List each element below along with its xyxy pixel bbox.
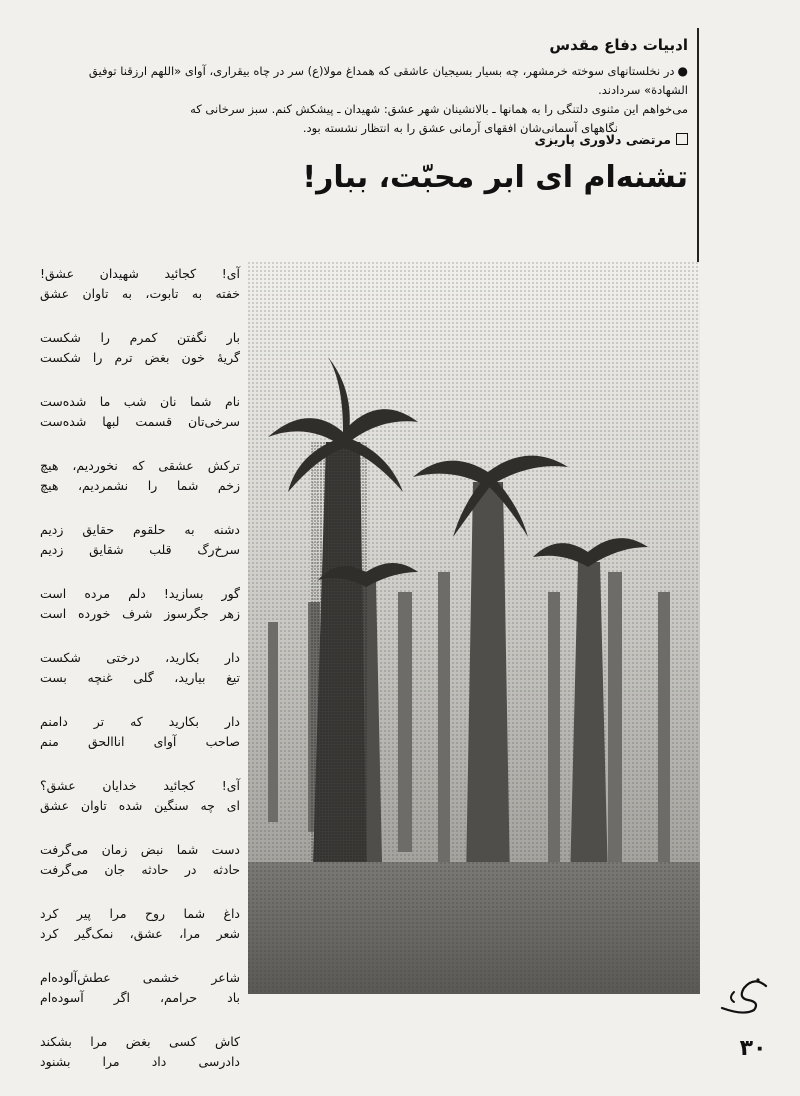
verse: دادرسی داد مرا بشنود — [40, 1054, 240, 1069]
bullet-icon: ● — [677, 64, 688, 78]
author-name: مرتضی دلاوری پاریزی — [534, 132, 671, 147]
verse: شاعر خشمی عطش‌آلوده‌ام — [40, 970, 240, 985]
stanza — [40, 1032, 240, 1072]
stanza — [40, 328, 240, 368]
verse: بار نگفتن کمرم را شکست — [40, 330, 240, 345]
verse: سرخ‌رگ قلب شقایق زدیم — [40, 542, 240, 557]
poem-title: تشنه‌ام ای ابر محبّت، ببار! — [302, 160, 688, 195]
verse: حادثه در حادثه جان می‌گرفت — [40, 862, 240, 877]
author-line — [388, 132, 688, 147]
verse: ترکش عشقی که نخوردیم، هیچ — [40, 458, 240, 473]
stanza — [40, 648, 240, 688]
section-label: ادبیات دفاع مقدس — [549, 36, 688, 54]
verse: آی! کجائید شهیدان عشق! — [40, 266, 240, 281]
verse: گور بسازید! دلم مرده است — [40, 586, 240, 601]
intro-paragraph — [48, 62, 688, 138]
stanza — [40, 392, 240, 432]
verse: دار بکارید، درختی شکست — [40, 650, 240, 665]
brand-logo — [714, 968, 774, 1018]
poem — [40, 264, 240, 1096]
verse: آی! کجائید خدایان عشق؟ — [40, 778, 240, 793]
stanza — [40, 520, 240, 560]
verse: دشنه به حلقوم حقایق زدیم — [40, 522, 240, 537]
palm-grove-photo — [248, 262, 700, 994]
verse: کاش کسی بغض مرا بشکند — [40, 1034, 240, 1049]
verse: دار بکارید که تر دامنم — [40, 714, 240, 729]
square-icon — [676, 133, 688, 145]
stanza — [40, 712, 240, 752]
verse: شعر مرا، عشق، نمک‌گیر کرد — [40, 926, 240, 941]
brand-calligraphy-icon — [714, 968, 774, 1018]
verse: سرخی‌تان قسمت لبها شده‌ست — [40, 414, 240, 429]
verse: داغ شما روح مرا پیر کرد — [40, 906, 240, 921]
verse: دست شما نبض زمان می‌گرفت — [40, 842, 240, 857]
verse: زخم شما را نشمردیم، هیچ — [40, 478, 240, 493]
verse: زهر جگرسوز شرف خورده است — [40, 606, 240, 621]
verse: صاحب آوای اناالحق منم — [40, 734, 240, 749]
verse: ای چه سنگین شده تاوان عشق — [40, 798, 240, 813]
intro-line-1-text: در نخلستانهای سوخته خرمشهر، چه بسیار بسیجیان عاشقی که همداغ مولا(ع) سر در چاه بیقراری، آوای «اللهم ارزقنا توفیق الشهادة» سردادند. — [88, 64, 688, 97]
verse: تیغ بیارید، گلی غنچه بست — [40, 670, 240, 685]
intro-line-1 — [48, 62, 688, 100]
verse: خفته به تابوت، به تاوان عشق — [40, 286, 240, 301]
verse: نام شما نان شب ما شده‌ست — [40, 394, 240, 409]
stanza — [40, 840, 240, 880]
stanza — [40, 584, 240, 624]
page-number: ۳۰ — [739, 1036, 767, 1061]
verse: باد حرامم، اگر آسوده‌ام — [40, 990, 240, 1005]
stanza — [40, 456, 240, 496]
stanza — [40, 968, 240, 1008]
verse: گریهٔ خون بغض ترم را شکست — [40, 350, 240, 365]
intro-line-2: می‌خواهم این مثنوی دلتنگی را به همانها ـ بالانشینان شهر عشق: شهیدان ـ پیشکش کنم. سبز سرخانی که — [190, 102, 688, 116]
stanza — [40, 904, 240, 944]
stanza — [40, 776, 240, 816]
stanza — [40, 264, 240, 304]
intro-line-3: نگاههای آسمانی‌شان افقهای آرمانی عشق را به انتظار نشسته بود. — [302, 121, 618, 135]
